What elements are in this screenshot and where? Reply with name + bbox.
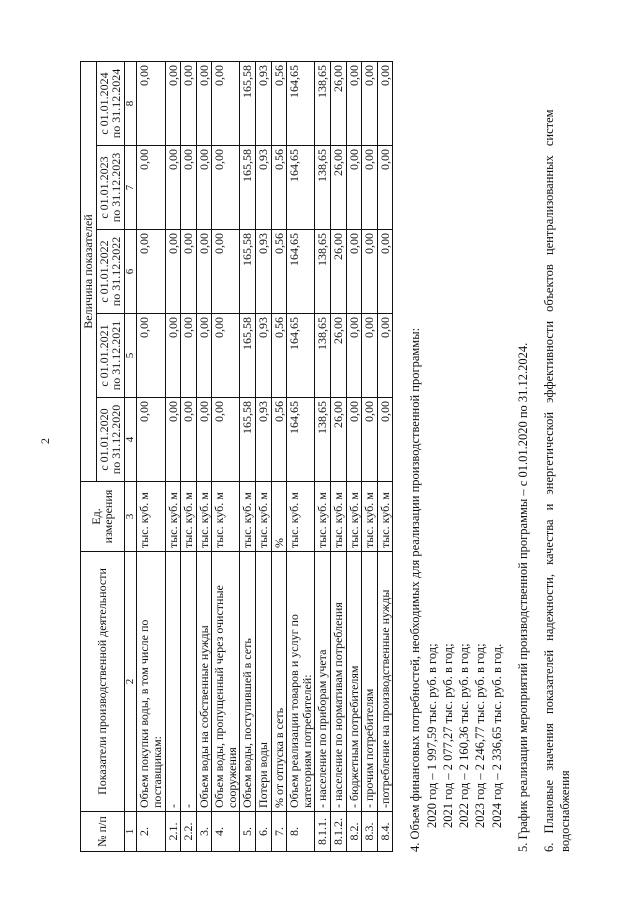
row-value: 138,65 [315,398,331,482]
row-value: 0,93 [256,314,272,398]
finance-line: 2022 год – 2 160,36 тыс. руб. в год; [457,643,472,828]
row-unit: тыс. куб. м [362,482,378,552]
header-unit: Ед. измерения [81,482,125,552]
row-value: 0,56 [271,146,287,230]
row-value: 0,00 [181,146,197,230]
row-value: 0,56 [271,230,287,314]
column-number: 3 [124,482,137,552]
row-value: 0,93 [256,230,272,314]
column-number: 1 [124,812,137,852]
table-row [181,62,197,852]
row-value: 26,00 [331,146,347,230]
row-value: 26,00 [331,314,347,398]
row-value: 0,00 [346,146,362,230]
row-indicator: - [181,552,197,812]
row-value: 0,00 [137,62,165,146]
row-value: 165,58 [240,62,256,146]
row-value: 164,65 [287,146,315,230]
row-number: 8.4. [377,812,393,852]
row-unit: тыс. куб. м [181,482,197,552]
header-period: с 01.01.2022 по 31.12.2022 [96,230,124,314]
row-unit: тыс. куб. м [331,482,347,552]
column-number: 4 [124,398,137,482]
finance-line: 2024 год – 2 336,65 тыс. руб. в год. [489,643,504,828]
row-value: 0,00 [362,398,378,482]
row-value: 0,00 [346,398,362,482]
row-value: 0,00 [181,230,197,314]
header-period: с 01.01.2020 по 31.12.2020 [96,398,124,482]
row-unit: % [271,482,287,552]
row-value: 165,58 [240,314,256,398]
header-values-group: Величина показателей [81,62,97,482]
text-sections [407,62,573,852]
header-period: с 01.01.2023 по 31.12.2023 [96,146,124,230]
row-indicator: - [165,552,181,812]
section-5: 5. График реализации мероприятий производственной программы – с 01.01.2020 по 31.12.2024. [515,342,530,852]
row-value: 164,65 [287,230,315,314]
row-number: 5. [240,812,256,852]
row-indicator: Объем покупки воды, в том числе по поставщикам: [137,552,165,812]
table-row [362,62,378,852]
table-row [165,62,181,852]
column-number: 6 [124,230,137,314]
row-unit: тыс. куб. м [346,482,362,552]
row-unit: тыс. куб. м [377,482,393,552]
finance-line: 2021 год – 2 077,27 тыс. руб. в год; [440,643,455,828]
row-value: 0,00 [137,230,165,314]
row-number: 4. [212,812,240,852]
row-value: 0,00 [165,146,181,230]
finance-line: 2023 год – 2 246,77 тыс. руб. в год; [473,643,488,828]
row-number: 3. [196,812,212,852]
row-value: 164,65 [287,398,315,482]
finance-line: 2020 год – 1 997,59 тыс. руб. в год; [424,643,439,828]
row-value: 165,58 [240,146,256,230]
row-value: 0,00 [196,62,212,146]
row-unit: тыс. куб. м [256,482,272,552]
row-indicator: - бюджетным потребителям [346,552,362,812]
row-value: 0,00 [346,230,362,314]
row-value: 0,00 [165,230,181,314]
row-value: 0,00 [377,146,393,230]
row-value: 138,65 [315,146,331,230]
column-number: 8 [124,62,137,146]
header-indicator: Показатели производственной деятельности [81,552,125,812]
row-value: 165,58 [240,398,256,482]
row-value: 0,00 [346,62,362,146]
section-4-title: 4. Объем финансовых потребностей, необходимых для реализации производственной программы: [408,327,423,852]
table-row [315,62,331,852]
row-number: 2.2. [181,812,197,852]
row-value: 0,00 [212,146,240,230]
row-value: 138,65 [315,314,331,398]
row-indicator: Объем воды, пропущенный через очистные сооружения [212,552,240,812]
row-number: 8.1.2. [331,812,347,852]
row-value: 26,00 [331,230,347,314]
row-value: 0,00 [346,314,362,398]
column-number: 2 [124,552,137,812]
row-value: 0,00 [165,398,181,482]
row-number: 7. [271,812,287,852]
row-unit: тыс. куб. м [287,482,315,552]
table-row [287,62,315,852]
row-value: 0,00 [212,230,240,314]
table-row [346,62,362,852]
row-value: 0,00 [137,146,165,230]
row-value: 0,00 [377,398,393,482]
row-value: 0,00 [196,314,212,398]
row-value: 0,00 [181,398,197,482]
row-number: 8.1.1. [315,812,331,852]
row-value: 0,00 [362,230,378,314]
row-value: 0,93 [256,398,272,482]
row-value: 0,00 [212,62,240,146]
row-value: 0,00 [362,146,378,230]
table-row [256,62,272,852]
row-value: 0,00 [377,314,393,398]
row-unit: тыс. куб. м [137,482,165,552]
table-row [377,62,393,852]
row-unit: тыс. куб. м [196,482,212,552]
table-row [212,62,240,852]
row-value: 0,56 [271,398,287,482]
row-indicator: - население по нормативам потребления [331,552,347,812]
row-number: 2. [137,812,165,852]
header-num: № п/п [81,812,125,852]
production-indicators-table [80,61,393,852]
row-indicator: - прочим потребителям [362,552,378,812]
row-value: 0,00 [362,314,378,398]
page-number: 2 [38,438,52,444]
row-number: 6. [256,812,272,852]
row-value: 0,00 [377,62,393,146]
row-value: 164,65 [287,62,315,146]
row-value: 0,00 [377,230,393,314]
section-6-line-2: водоснабжения [558,770,573,852]
row-number: 8. [287,812,315,852]
row-unit: тыс. куб. м [315,482,331,552]
row-unit: тыс. куб. м [165,482,181,552]
row-value: 0,00 [137,314,165,398]
column-numbering-row [124,62,137,852]
table-row [196,62,212,852]
column-number: 7 [124,146,137,230]
section-6-line-1: 6. Плановые значения показателей надежности, качества и энергетической эффективности объектов централизованных систем [542,109,557,852]
row-value: 0,00 [362,62,378,146]
column-number: 5 [124,314,137,398]
row-indicator: Объем воды, поступившей в сеть [240,552,256,812]
row-value: 26,00 [331,398,347,482]
row-value: 0,00 [181,314,197,398]
table-row [240,62,256,852]
row-value: 0,00 [212,314,240,398]
row-indicator: - население по приборам учета [315,552,331,812]
row-value: 0,56 [271,62,287,146]
row-value: 164,65 [287,314,315,398]
row-value: 0,00 [181,62,197,146]
row-number: 8.2. [346,812,362,852]
row-number: 8.3. [362,812,378,852]
row-unit: тыс. куб. м [212,482,240,552]
row-value: 0,00 [196,146,212,230]
row-value: 0,00 [137,398,165,482]
row-value: 165,58 [240,230,256,314]
row-value: 0,56 [271,314,287,398]
row-value: 0,93 [256,62,272,146]
rotated-page-content [80,62,640,852]
row-indicator: Объем воды на собственные нужды [196,552,212,812]
row-number: 2.1. [165,812,181,852]
row-indicator: % от отпуска в сеть [271,552,287,812]
row-value: 0,00 [165,314,181,398]
row-value: 0,00 [196,398,212,482]
table-row [271,62,287,852]
row-value: 0,93 [256,146,272,230]
row-indicator: Потери воды [256,552,272,812]
header-period: с 01.01.2021 по 31.12.2021 [96,314,124,398]
table-row [331,62,347,852]
row-value: 138,65 [315,230,331,314]
row-value: 138,65 [315,62,331,146]
row-indicator: Объем реализации товаров и услуг по категориям потребителей: [287,552,315,812]
header-period: с 01.01.2024 по 31.12.2024 [96,62,124,146]
row-unit: тыс. куб. м [240,482,256,552]
row-value: 26,00 [331,62,347,146]
row-indicator: -потребление на производственные нужды [377,552,393,812]
row-value: 0,00 [196,230,212,314]
row-value: 0,00 [165,62,181,146]
table-row [137,62,165,852]
row-value: 0,00 [212,398,240,482]
